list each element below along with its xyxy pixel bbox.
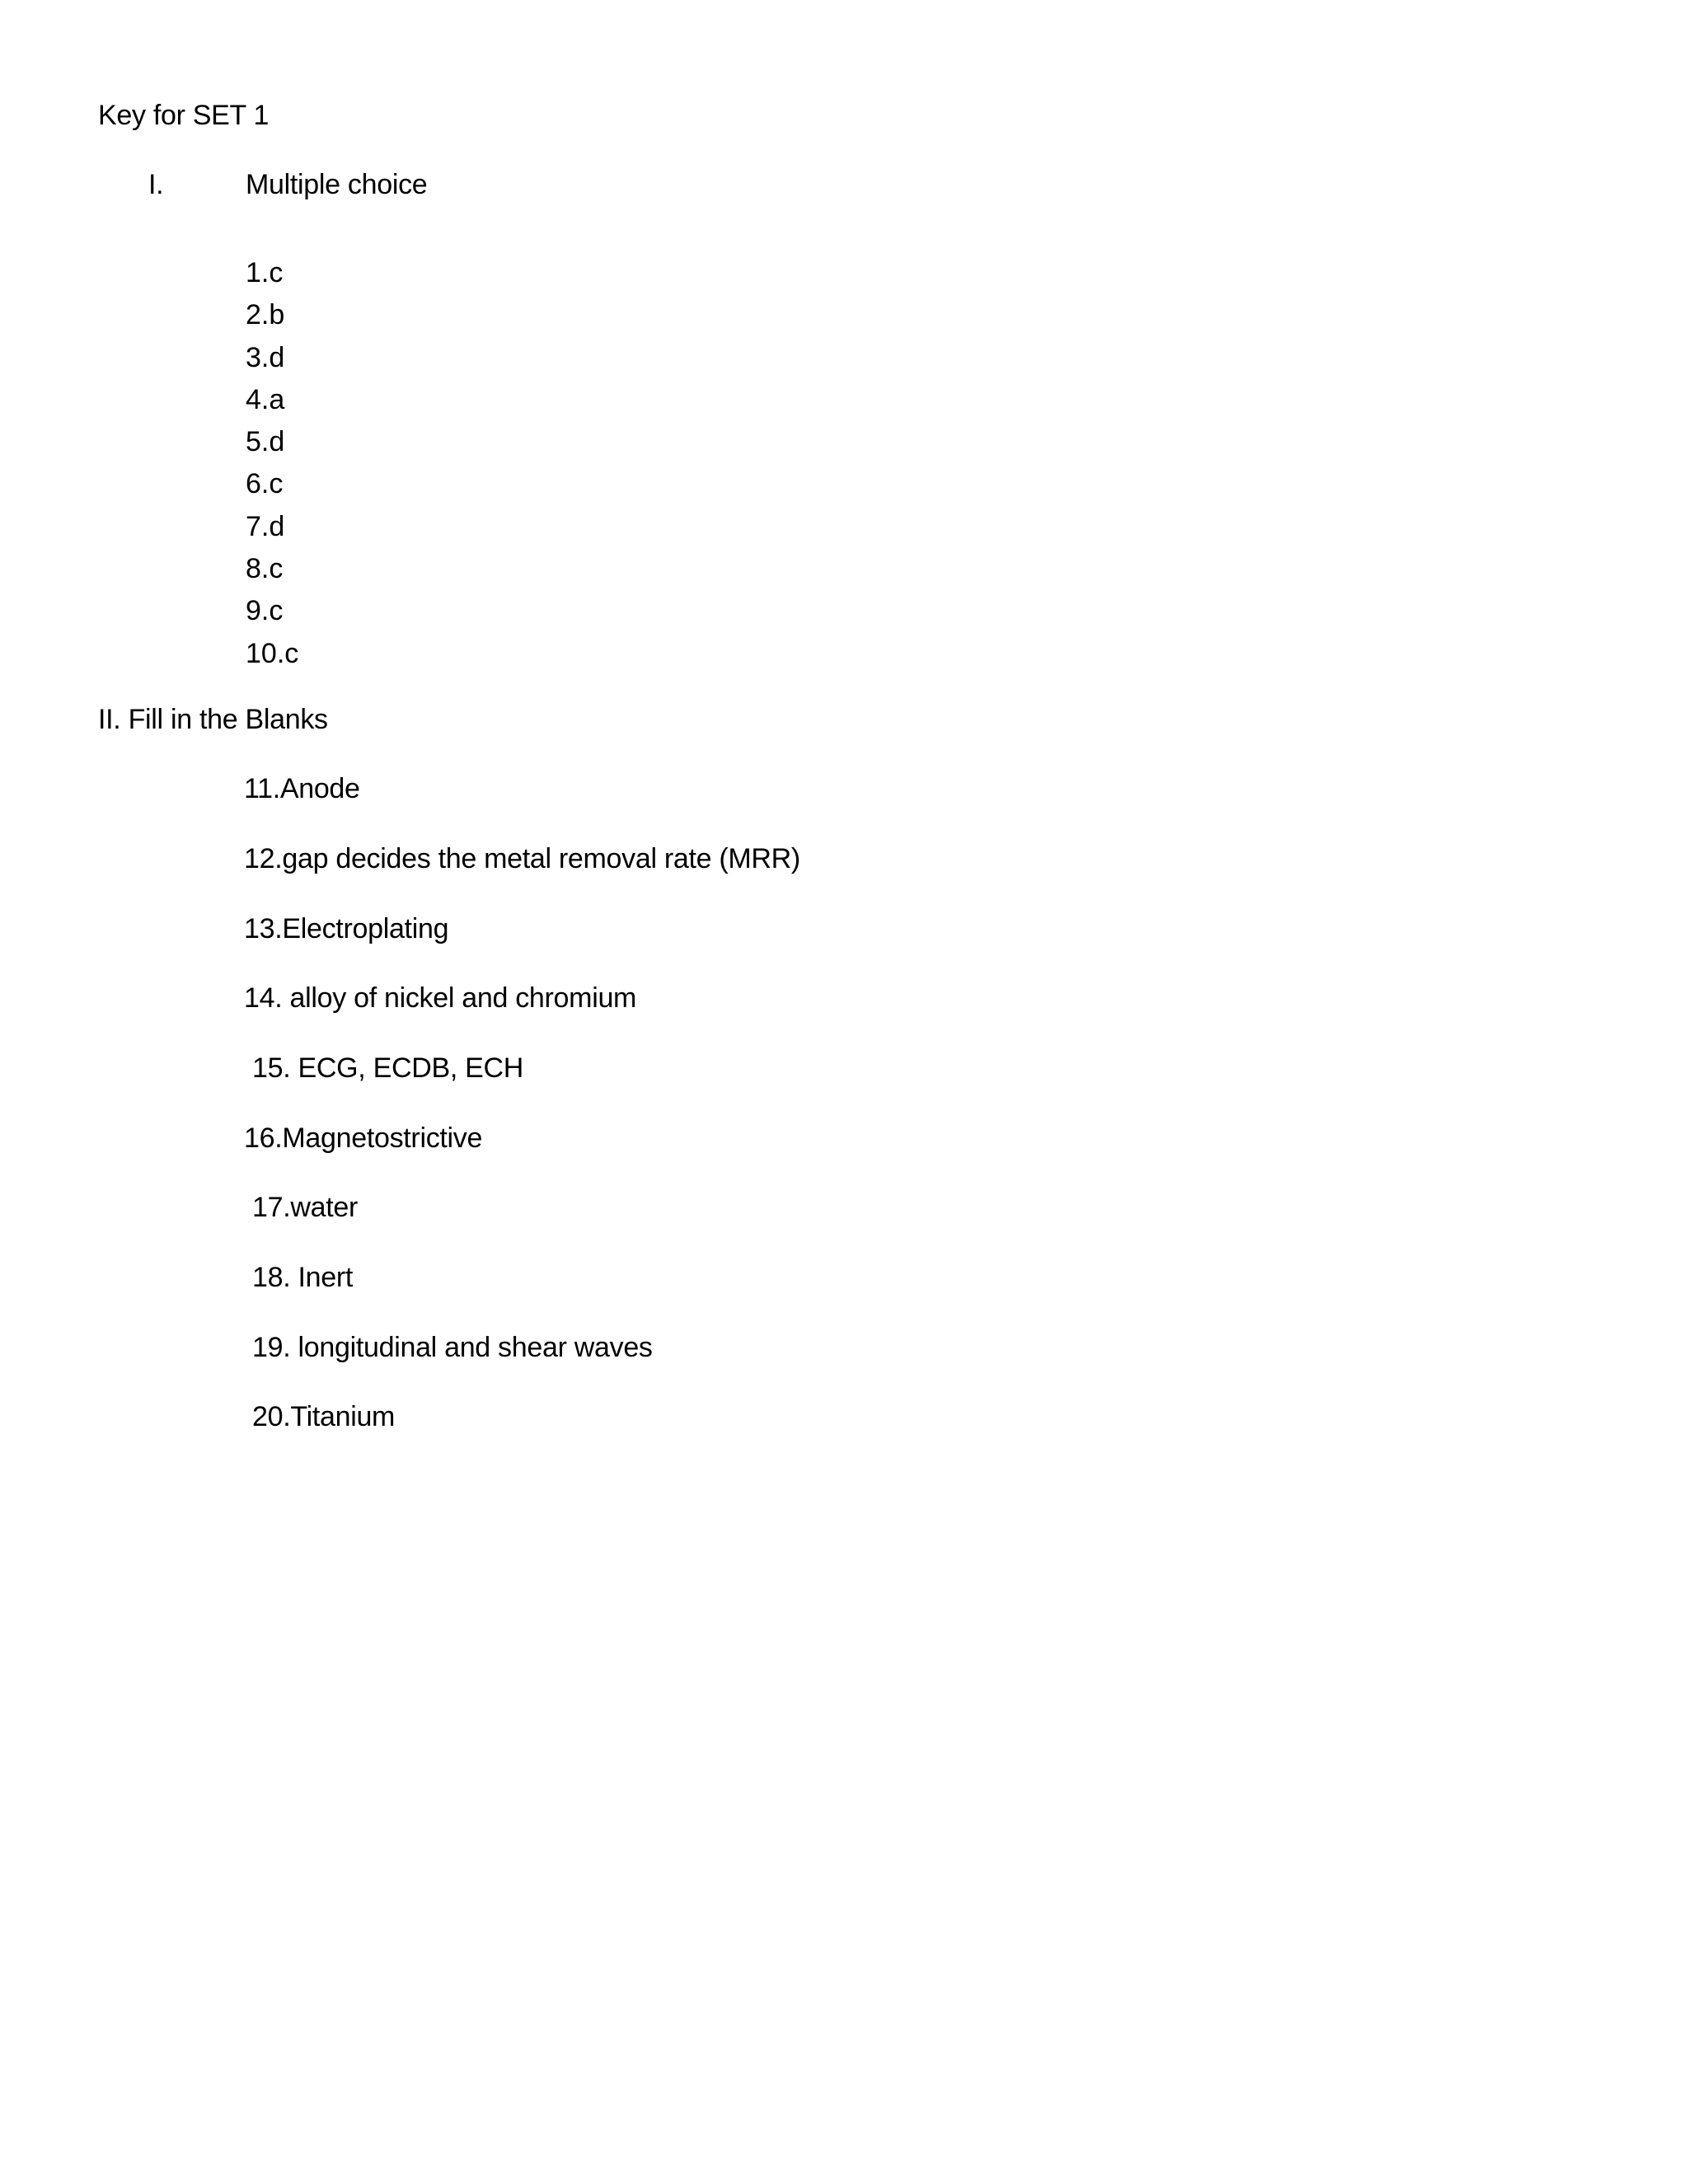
document-title: Key for SET 1 (98, 100, 270, 131)
mc-answer-4: 4.a (246, 383, 285, 415)
mc-answer-6: 6.c (246, 468, 284, 500)
mc-answer-10: 10.c (246, 637, 299, 669)
multiple-choice-answer-list (246, 252, 298, 675)
mc-answer-2: 2.b (246, 299, 285, 331)
fill-answer-13: 13.Electroplating (244, 913, 449, 944)
fill-answer-18: 18. Inert (252, 1262, 354, 1293)
section-1-numeral: I. (148, 169, 164, 200)
fill-answer-14: 14. alloy of nickel and chromium (244, 982, 637, 1014)
mc-answer-1: 1.c (246, 257, 284, 288)
section-2-heading: II. Fill in the Blanks (98, 704, 328, 735)
mc-answer-9: 9.c (246, 595, 284, 627)
mc-answer-8: 8.c (246, 553, 284, 585)
fill-answer-19: 19. longitudinal and shear waves (252, 1332, 653, 1363)
mc-answer-3: 3.d (246, 341, 285, 373)
section-1-heading: Multiple choice (246, 169, 428, 200)
mc-answer-7: 7.d (246, 510, 285, 542)
fill-answer-17: 17.water (252, 1192, 359, 1223)
fill-answer-11: 11.Anode (244, 773, 360, 804)
fill-answer-20: 20.Titanium (252, 1401, 396, 1432)
fill-answer-12: 12.gap decides the metal removal rate (MRR) (244, 843, 800, 874)
fill-answer-16: 16.Magnetostrictive (244, 1122, 483, 1154)
mc-answer-5: 5.d (246, 426, 285, 458)
fill-answer-15: 15. ECG, ECDB, ECH (252, 1052, 524, 1084)
